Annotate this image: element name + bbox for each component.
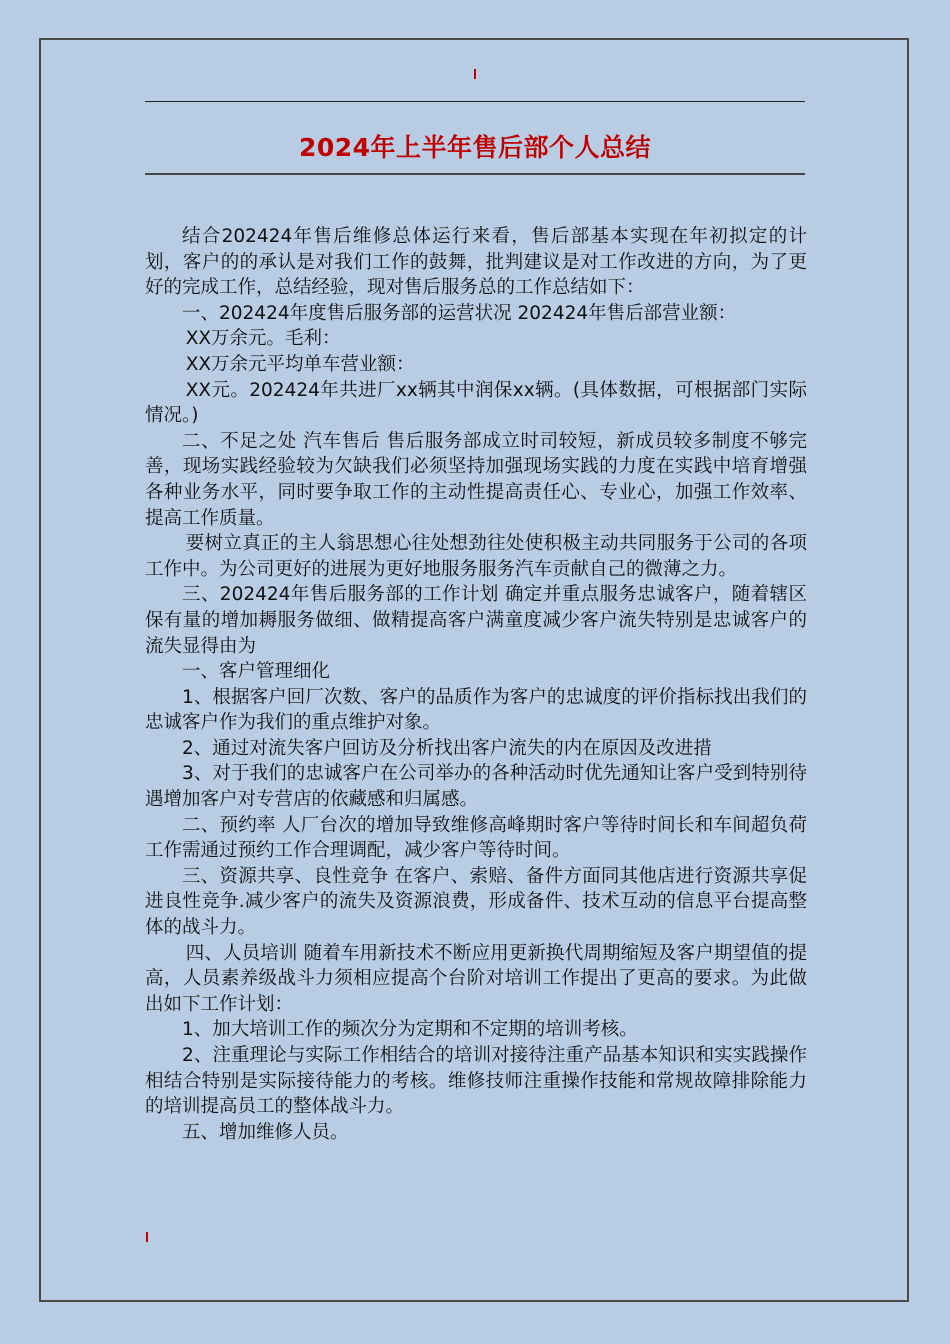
paragraph-item-3: 3、对于我们的忠诚客户在公司举办的各种活动时优先通知让客户受到特别待遇增加客户对专营店的依藏感和归属感。 (145, 763, 807, 811)
paragraph-vehicles: XX元。202424年共进厂xx辆其中润保xx辆。(具体数据，可根据部门实际情况。) (145, 379, 807, 427)
paragraph-training-item-1: 1、加大培训工作的频次分为定期和不定期的培训考核。 (182, 1019, 638, 1041)
footer-mark (146, 1232, 148, 1242)
paragraph-training-item-2: 2、注重理论与实际工作相结合的培训对接待注重产品基本知识和实实践操作相结合特别是实际接待能力的考核。维修技师注重操作技能和常规故障排除能力的培训提高员工的整体战斗力。 (145, 1045, 807, 1118)
paragraph-ownership: 要树立真正的主人翁思想心往处想劲往处使积极主动共同服务于公司的各项工作中。为公司更好的进展为更好地服务服务汽车贡献自己的微薄之力。 (145, 533, 807, 580)
paragraph-resource-sharing: 三、资源共享、良性竞争 在客户、索赔、备件方面同其他店进行资源共享促进良性竞争.减少客户的流失及资源浪费，形成备件、技术互动的信息平台提高整体的战斗力。 (145, 865, 807, 939)
paragraph-appointment: 二、预约率 人厂台次的增加导致维修高峰期时客户等待时间长和车间超负荷工作需通过预约工作合理调配，减少客户等待时间。 (145, 814, 807, 862)
paragraph-section-1: 一、202424年度售后服务部的运营状况 202424年售后部营业额： (182, 302, 737, 324)
paragraph-customer-management: 一、客户管理细化 (182, 661, 331, 683)
title-rule (145, 173, 805, 175)
paragraph-staffing: 五、增加维修人员。 (182, 1121, 349, 1143)
paragraph-intro: 结合202424年售后维修总体运行来看，售后部基本实现在年初拟定的计划，客户的的承认是对我们工作的鼓舞，批判建议是对工作改进的方向，为了更好的完成工作，总结经验，现对售后服务总的工作总结如下： (145, 226, 807, 299)
paragraph-training: 四、人员培训 随着车用新技术不断应用更新换代周期缩短及客户期望值的提高，人员素养级战斗力须相应提高个台阶对培训工作提出了更高的要求。为此做出如下工作计划： (145, 942, 807, 1015)
paragraph-section-3: 三、202424年售后服务部的工作计划 确定并重点服务忠诚客户，随着辖区保有量的增加耨服务做细、做精提高客户满童度减少客户流失特别是忠诚客户的流失显得由为 (145, 584, 807, 657)
paragraph-profit: XX万余元平均单车营业额： (185, 353, 415, 375)
header-rule (145, 101, 805, 102)
header-mark (474, 69, 476, 79)
document-title: 2024年上半年售后部个人总结 (298, 133, 652, 162)
paragraph-item-1: 1、根据客户回厂次数、客户的品质作为客户的忠诚度的评价指标找出我们的忠诚客户作为我们的重点维护对象。 (145, 686, 807, 734)
paragraph-section-2: 二、不足之处 汽车售后 售后服务部成立时司较短，新成员较多制度不够完善，现场实践经验较为欠缺我们必须坚持加强现场实践的力度在实践中培育增强各种业务水平，同时要争取工作的主动性提高责任心、专业心，加强工作效率、提高工作质量。 (145, 430, 807, 529)
paragraph-item-2: 2、通过对流失客户回访及分析找出客户流失的内在原因及改进措 (182, 737, 712, 759)
document-body (145, 224, 807, 1145)
paragraph-revenue: XX万余元。毛利： (185, 328, 341, 350)
